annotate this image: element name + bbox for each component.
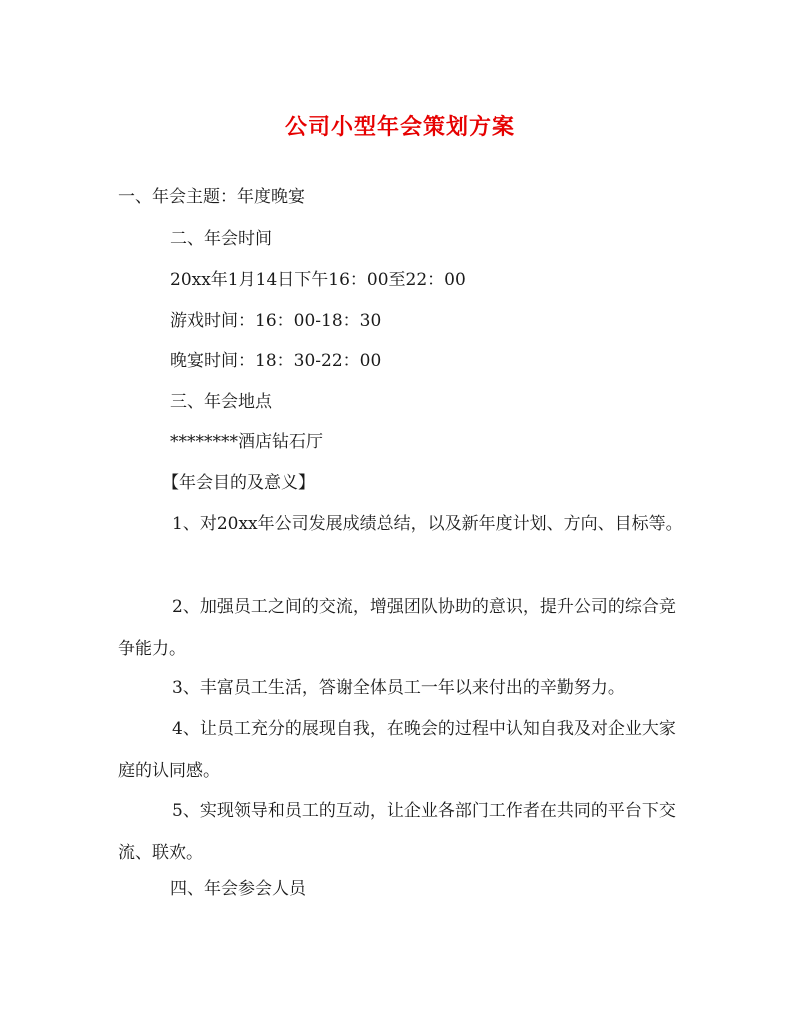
- section-attendees-heading: 四、年会参会人员: [170, 879, 306, 899]
- section-time-heading: 二、年会时间: [170, 229, 272, 249]
- purpose-heading: 【年会目的及意义】: [162, 473, 315, 493]
- game-time: 游戏时间：16：00-18：30: [170, 311, 382, 331]
- section-venue-heading: 三、年会地点: [170, 392, 272, 412]
- section-theme: 一、年会主题：年度晚宴: [118, 187, 305, 207]
- time-detail: 20xx年1月14日下午16：00至22：00: [170, 270, 466, 290]
- purpose-item-1: 1、对20xx年公司发展成绩总结，以及新年度计划、方向、目标等。: [172, 514, 683, 534]
- venue-detail: ********酒店钻石厅: [170, 432, 323, 452]
- banquet-time: 晚宴时间：18：30-22：00: [170, 351, 382, 371]
- purpose-item-5: 5、实现领导和员工的互动，让企业各部门工作者在共同的平台下交流、联欢。: [118, 801, 676, 863]
- purpose-item-4: 4、让员工充分的展现自我，在晚会的过程中认知自我及对企业大家庭的认同感。: [118, 719, 676, 781]
- purpose-item-3: 3、丰富员工生活，答谢全体员工一年以来付出的辛勤努力。: [172, 678, 625, 698]
- document-title: 公司小型年会策划方案: [284, 114, 515, 140]
- purpose-item-2: 2、加强员工之间的交流，增强团队协助的意识，提升公司的综合竞争能力。: [118, 597, 676, 659]
